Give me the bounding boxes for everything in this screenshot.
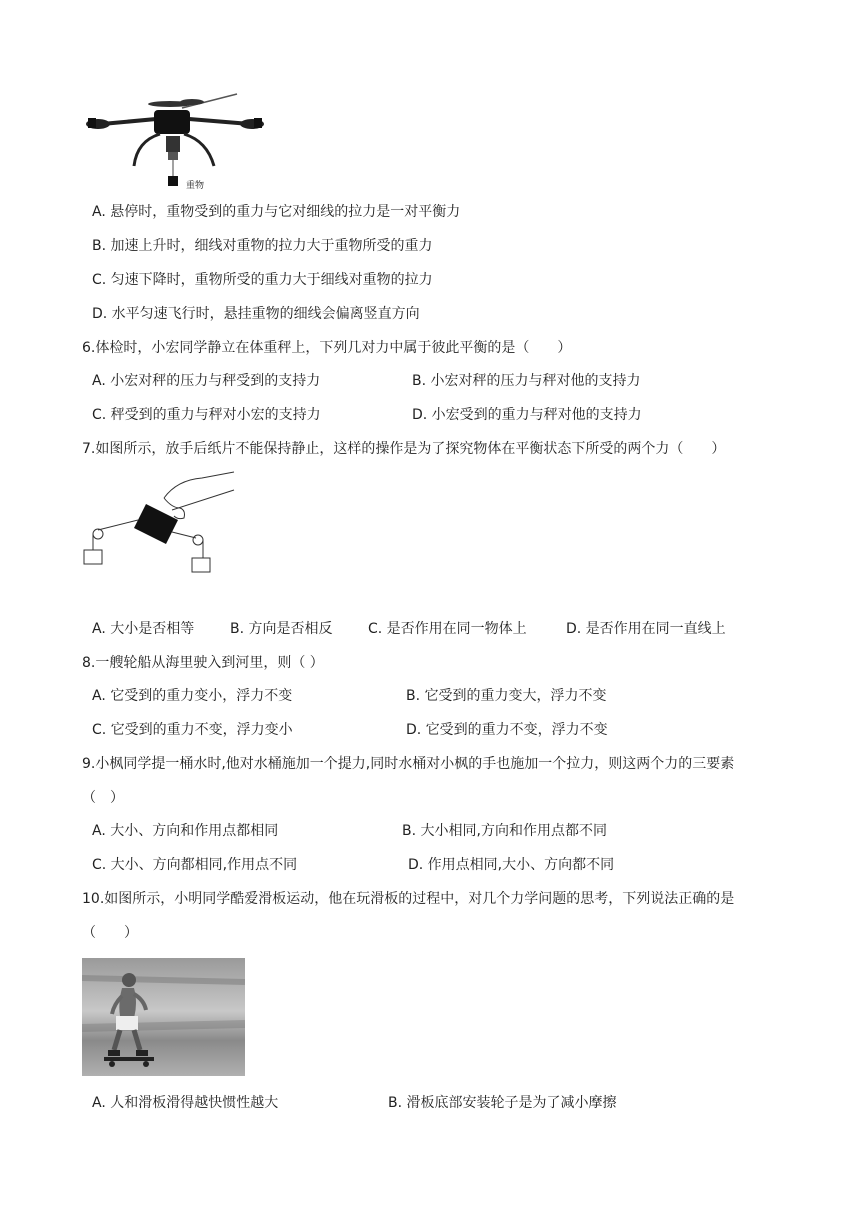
q7-option-c: C. 是否作用在同一物体上 bbox=[368, 621, 527, 637]
q8-option-c: C. 它受到的重力不变，浮力变小 bbox=[92, 722, 293, 738]
q6-option-d: D. 小宏受到的重力与秤对他的支持力 bbox=[412, 407, 642, 423]
q6-option-a: A. 小宏对秤的压力与秤受到的支持力 bbox=[92, 373, 321, 389]
q7-stem: 7.如图所示，放手后纸片不能保持静止，这样的操作是为了探究物体在平衡状态下所受的两个力（ ） bbox=[82, 441, 726, 457]
q10-stem-line1: 10.如图所示，小明同学酷爱滑板运动，他在玩滑板的过程中，对几个力学问题的思考，下列说法正确的是 bbox=[82, 891, 735, 907]
drone-caption: 重物 bbox=[186, 181, 205, 191]
q10-option-b: B. 滑板底部安装轮子是为了减小摩擦 bbox=[388, 1095, 617, 1111]
q6-option-c: C. 秤受到的重力与秤对小宏的支持力 bbox=[92, 407, 321, 423]
q5-option-d: D. 水平匀速飞行时，悬挂重物的细线会偏离竖直方向 bbox=[92, 306, 420, 322]
q9-option-c: C. 大小、方向都相同,作用点不同 bbox=[92, 857, 298, 873]
q7-option-d: D. 是否作用在同一直线上 bbox=[566, 621, 726, 637]
q9-option-a: A. 大小、方向和作用点都相同 bbox=[92, 823, 279, 839]
q5-option-a: A. 悬停时，重物受到的重力与它对细线的拉力是一对平衡力 bbox=[92, 204, 461, 220]
q9-option-b: B. 大小相同,方向和作用点都不同 bbox=[402, 823, 607, 839]
q10-option-a: A. 人和滑板滑得越快惯性越大 bbox=[92, 1095, 279, 1111]
q7-option-a: A. 大小是否相等 bbox=[92, 621, 195, 637]
drone-figure bbox=[82, 86, 267, 190]
q9-option-d: D. 作用点相同,大小、方向都不同 bbox=[408, 857, 615, 873]
q5-option-c: C. 匀速下降时，重物所受的重力大于细线对重物的拉力 bbox=[92, 272, 433, 288]
q10-stem-line2: （ ） bbox=[82, 925, 138, 941]
q5-option-b: B. 加速上升时，细线对重物的拉力大于重物所受的重力 bbox=[92, 238, 433, 254]
q6-option-b: B. 小宏对秤的压力与秤对他的支持力 bbox=[412, 373, 641, 389]
q9-stem-line2: （ ） bbox=[82, 790, 124, 806]
q8-option-b: B. 它受到的重力变大，浮力不变 bbox=[406, 688, 607, 704]
cardboard-pulley-figure bbox=[82, 470, 242, 578]
q6-stem: 6.体检时，小宏同学静立在体重秤上，下列几对力中属于彼此平衡的是（ ） bbox=[82, 340, 572, 356]
q8-stem: 8.一艘轮船从海里驶入到河里，则（ ） bbox=[82, 655, 324, 671]
q8-option-a: A. 它受到的重力变小，浮力不变 bbox=[92, 688, 293, 704]
q8-option-d: D. 它受到的重力不变，浮力不变 bbox=[406, 722, 608, 738]
q7-option-b: B. 方向是否相反 bbox=[230, 621, 333, 637]
q9-stem-line1: 9.小枫同学提一桶水时,他对水桶施加一个提力,同时水桶对小枫的手也施加一个拉力，则这两个力的三要素 bbox=[82, 756, 735, 772]
skateboarder-photo bbox=[82, 958, 245, 1076]
